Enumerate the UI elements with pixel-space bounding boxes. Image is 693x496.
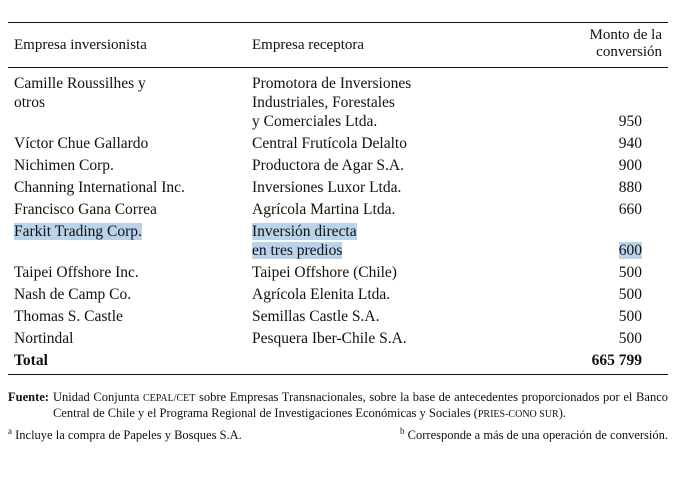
investor-cell: Channing International Inc. bbox=[14, 179, 185, 196]
investor-cell: Francisco Gana Correa bbox=[14, 201, 157, 218]
header-recipient: Empresa receptora bbox=[252, 37, 365, 53]
recipient-cell: Agrícola Elenita Ltda. bbox=[252, 286, 391, 303]
recipient-cell: Productora de Agar S.A. bbox=[252, 157, 404, 174]
amount-cell: 500 bbox=[618, 286, 642, 303]
table-row bbox=[8, 222, 668, 263]
recipient-cell: Inversiones Luxor Ltda. bbox=[252, 179, 402, 196]
table-row bbox=[8, 74, 668, 134]
amount-cell: 940 bbox=[618, 135, 642, 152]
recipient-cell: Central Frutícola Delalto bbox=[252, 135, 407, 152]
recipient-cell: Taipei Offshore (Chile) bbox=[252, 264, 397, 281]
recipient-cell: Agrícola Martina Ltda. bbox=[252, 201, 396, 218]
investor-cell: Camille Roussilhes y otros bbox=[14, 75, 146, 111]
recipient-cell: Pesquera Iber-Chile S.A. bbox=[252, 330, 407, 347]
amount-cell: 500 bbox=[618, 308, 642, 325]
table-row bbox=[8, 178, 668, 200]
table-row bbox=[8, 263, 668, 285]
table-row bbox=[8, 200, 668, 222]
data-table-section bbox=[8, 22, 668, 375]
investor-cell: Thomas S. Castle bbox=[14, 308, 123, 325]
header-rule bbox=[8, 67, 668, 68]
investor-cell: Farkit Trading Corp. bbox=[14, 223, 142, 240]
footnote-a: $^a$ Incluye la compra de Papeles y Bosques S.A. bbox=[8, 426, 242, 443]
amount-cell: 660 bbox=[618, 201, 642, 218]
header-investor: Empresa inversionista bbox=[14, 37, 147, 53]
table-row bbox=[8, 285, 668, 307]
amount-cell: 900 bbox=[618, 157, 642, 174]
investor-cell: Nortindal bbox=[14, 330, 74, 347]
investor-cell: Nash de Camp Co. bbox=[14, 286, 132, 303]
recipient-cell: Inversión directa en tres predios bbox=[252, 223, 357, 259]
amount-cell: 600 bbox=[618, 242, 642, 259]
table-row bbox=[8, 329, 668, 351]
total-amount: 665 799 bbox=[591, 352, 642, 369]
recipient-cell: Semillas Castle S.A. bbox=[252, 308, 380, 325]
amount-cell: 500 bbox=[618, 330, 642, 347]
total-row bbox=[8, 351, 668, 370]
amount-cell: 500 bbox=[618, 264, 642, 281]
source-label: Fuente: bbox=[8, 390, 49, 404]
header-amount: Monto de la conversión bbox=[589, 27, 662, 60]
table-row bbox=[8, 134, 668, 156]
footnote-b: $^b$ Corresponde a más de una operación de conversión. bbox=[400, 426, 668, 443]
recipient-cell: Promotora de Inversiones Industriales, Forestales y Comerciales Ltda. bbox=[252, 75, 412, 130]
source-text: Unidad Conjunta CEPAL/CET sobre Empresas Transnacionales, sobre la base de antecedentes proporcionados por el Banco Central de Chile y el Programa Regional de Investigaciones Económicas y Sociales (PRIES-CONO SUR). bbox=[52, 390, 668, 420]
total-label: Total bbox=[14, 352, 48, 369]
source-note bbox=[8, 390, 668, 422]
table-row bbox=[8, 156, 668, 178]
investor-cell: Taipei Offshore Inc. bbox=[14, 264, 139, 281]
investment-table bbox=[8, 74, 668, 370]
table-row bbox=[8, 307, 668, 329]
amount-cell: 880 bbox=[618, 179, 642, 196]
notes bbox=[8, 390, 668, 443]
investor-cell: Nichimen Corp. bbox=[14, 157, 114, 174]
investor-cell: Víctor Chue Gallardo bbox=[14, 135, 149, 152]
amount-cell: 950 bbox=[618, 113, 642, 130]
bottom-rule bbox=[8, 374, 668, 375]
table-header bbox=[8, 23, 668, 67]
footnotes bbox=[8, 424, 668, 443]
